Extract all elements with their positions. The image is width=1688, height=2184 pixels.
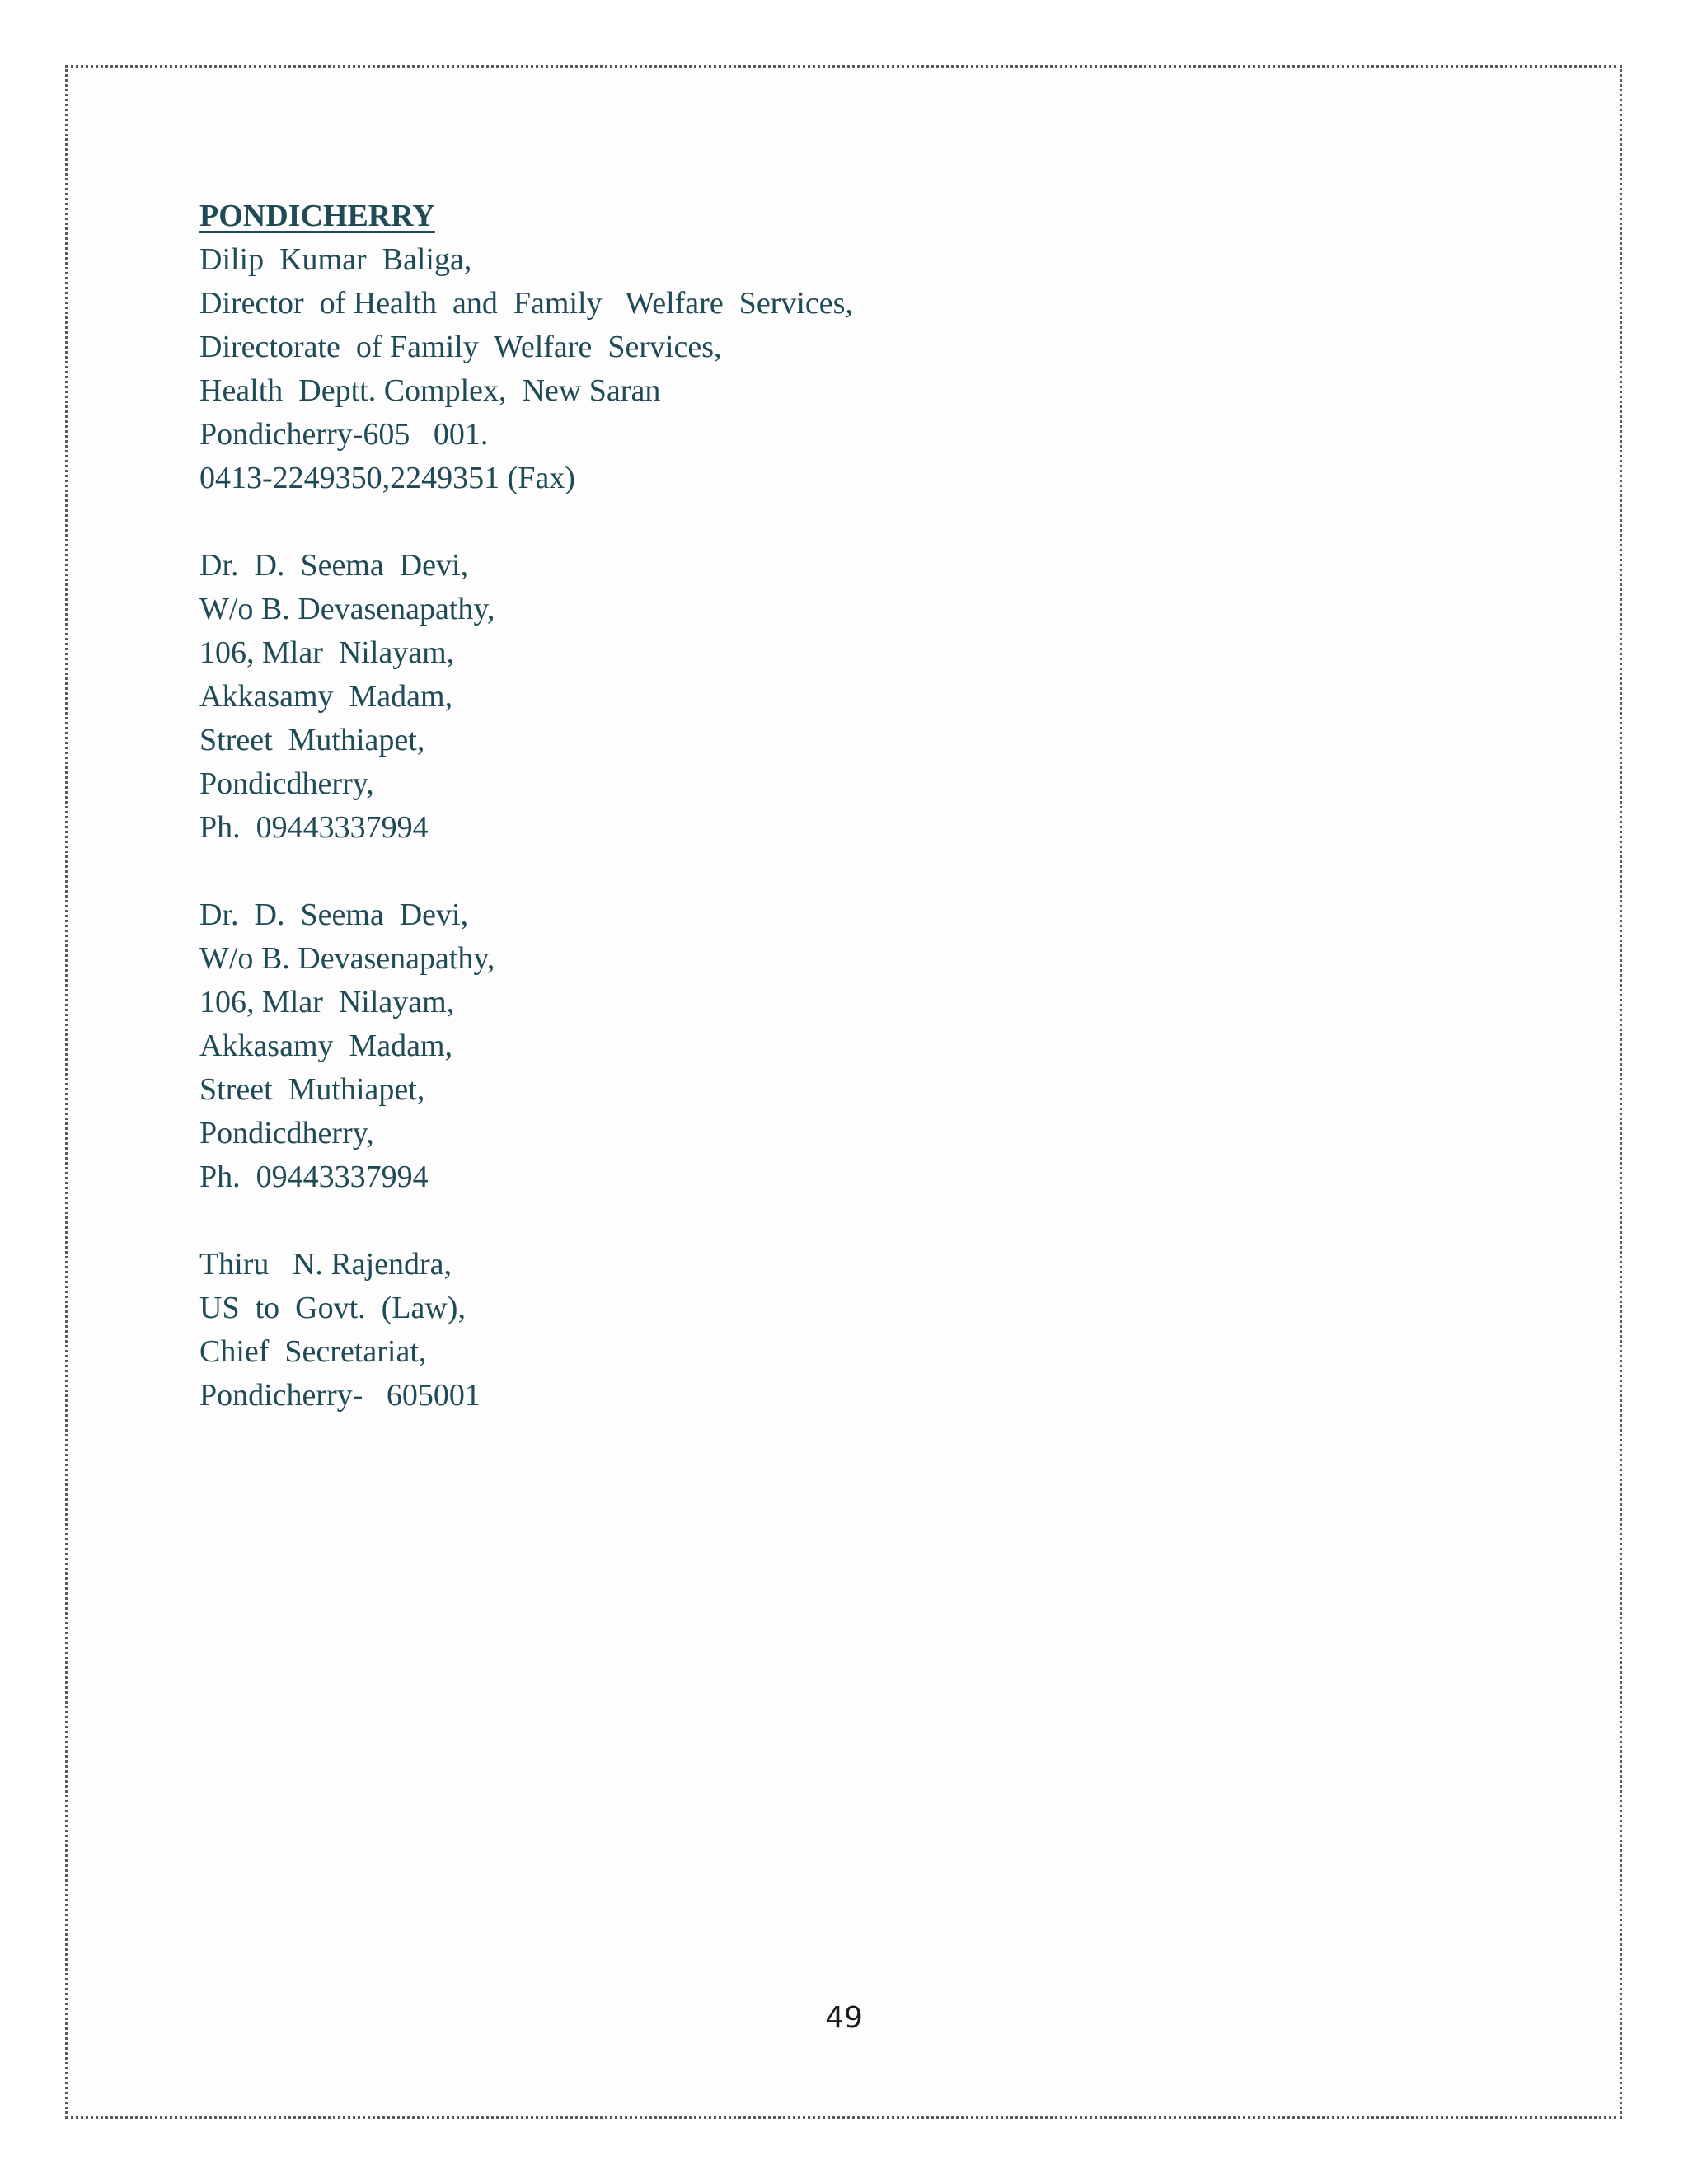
contact-line: Health Deptt. Complex, New Saran	[199, 373, 661, 408]
contact-line: Street Muthiapet,	[199, 723, 425, 757]
contact-line: Dilip Kumar Baliga,	[199, 242, 472, 277]
contact-line: Thiru N. Rajendra,	[199, 1247, 452, 1282]
contact-block-2	[199, 544, 1436, 850]
section-heading: PONDICHERRY	[199, 199, 435, 233]
contact-line: Akkasamy Madam,	[199, 679, 453, 714]
contact-block-4	[199, 1243, 1436, 1418]
contact-line: Ph. 09443337994	[199, 1160, 429, 1194]
contact-line: Dr. D. Seema Devi,	[199, 898, 469, 932]
contact-line: Pondicherry-605 001.	[199, 417, 489, 452]
contact-line: Director of Health and Family Welfare Services,	[199, 286, 853, 321]
contact-line: Street Muthiapet,	[199, 1072, 425, 1107]
contact-line: W/o B. Devasenapathy,	[199, 941, 495, 976]
document-body	[199, 194, 1436, 1418]
contact-line: Pondicdherry,	[199, 766, 374, 801]
contact-line: Pondicherry- 605001	[199, 1378, 481, 1413]
contact-line: 0413-2249350,2249351 (Fax)	[199, 461, 575, 495]
page-number: 49	[825, 2001, 863, 2035]
contact-line: Dr. D. Seema Devi,	[199, 548, 469, 583]
contact-line: US to Govt. (Law),	[199, 1291, 466, 1325]
contact-line: Akkasamy Madam,	[199, 1029, 453, 1063]
contact-line: Ph. 09443337994	[199, 810, 429, 845]
contact-line: Directorate of Family Welfare Services,	[199, 330, 722, 364]
contact-line: Pondicdherry,	[199, 1116, 374, 1151]
contact-line: 106, Mlar Nilayam,	[199, 985, 455, 1019]
contact-block-1	[199, 238, 1436, 500]
contact-line: W/o B. Devasenapathy,	[199, 592, 495, 626]
contact-line: Chief Secretariat,	[199, 1334, 427, 1369]
contact-block-3	[199, 893, 1436, 1199]
contact-line: 106, Mlar Nilayam,	[199, 635, 455, 670]
